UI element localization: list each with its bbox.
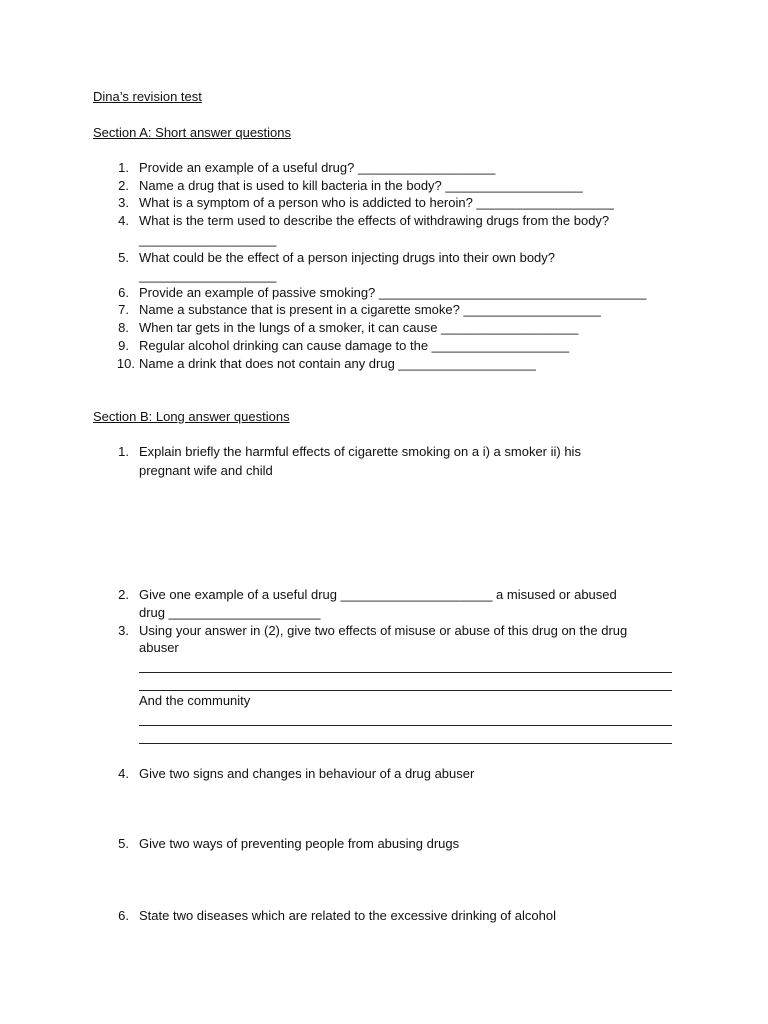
question-text: State two diseases which are related to the excessive drinking of alcohol <box>139 908 556 923</box>
question-number: 6. <box>118 285 129 300</box>
question-number: 2. <box>118 587 129 602</box>
question-number: 4. <box>118 766 129 781</box>
question-number: 8. <box>118 320 129 335</box>
answer-line <box>139 690 672 691</box>
section-a-heading: Section A: Short answer questions <box>93 125 292 140</box>
question-text: What could be the effect of a person injecting drugs into their own body? <box>139 250 556 265</box>
answer-line <box>139 672 672 673</box>
question-text-continued: pregnant wife and child <box>139 463 273 478</box>
question-text: What is the term used to describe the effects of withdrawing drugs from the body? <box>139 213 610 228</box>
question-text: Name a drink that does not contain any drug ___________________ <box>139 356 536 371</box>
page-title: Dina’s revision test <box>93 89 202 104</box>
question-number: 10. <box>116 356 135 371</box>
question-text-continued: abuser <box>139 640 179 655</box>
community-label: And the community <box>139 693 251 708</box>
question-text: Name a drug that is used to kill bacteria in the body? ___________________ <box>139 178 583 193</box>
question-text: Give two signs and changes in behaviour of a drug abuser <box>139 766 475 781</box>
question-number: 5. <box>118 836 129 851</box>
answer-line <box>139 743 672 744</box>
answer-blank: ___________________ <box>139 268 277 283</box>
question-text: Provide an example of a useful drug? ___________________ <box>139 160 496 175</box>
question-number: 9. <box>118 338 129 353</box>
question-number: 1. <box>118 444 129 459</box>
question-text: What is a symptom of a person who is addicted to heroin? ___________________ <box>139 195 614 210</box>
question-text: Name a substance that is present in a cigarette smoke? ___________________ <box>139 302 601 317</box>
question-number: 3. <box>118 195 129 210</box>
answer-line <box>139 725 672 726</box>
section-b-heading: Section B: Long answer questions <box>93 409 290 424</box>
question-text-continued: drug _____________________ <box>139 605 321 620</box>
question-text: Using your answer in (2), give two effects of misuse or abuse of this drug on the drug <box>139 623 628 638</box>
question-number: 7. <box>118 302 129 317</box>
question-number: 4. <box>118 213 129 228</box>
question-number: 1. <box>118 160 129 175</box>
question-text: Explain briefly the harmful effects of cigarette smoking on a i) a smoker ii) his <box>139 444 581 459</box>
question-text: When tar gets in the lungs of a smoker, it can cause ___________________ <box>139 320 579 335</box>
question-text: Give one example of a useful drug _____________________ a misused or abused <box>139 587 617 602</box>
answer-blank: ___________________ <box>139 232 277 247</box>
question-number: 5. <box>118 250 129 265</box>
question-text: Provide an example of passive smoking? _____________________________________ <box>139 285 647 300</box>
question-number: 6. <box>118 908 129 923</box>
question-number: 2. <box>118 178 129 193</box>
question-number: 3. <box>118 623 129 638</box>
question-text: Regular alcohol drinking can cause damage to the ___________________ <box>139 338 570 353</box>
question-text: Give two ways of preventing people from abusing drugs <box>139 836 460 851</box>
